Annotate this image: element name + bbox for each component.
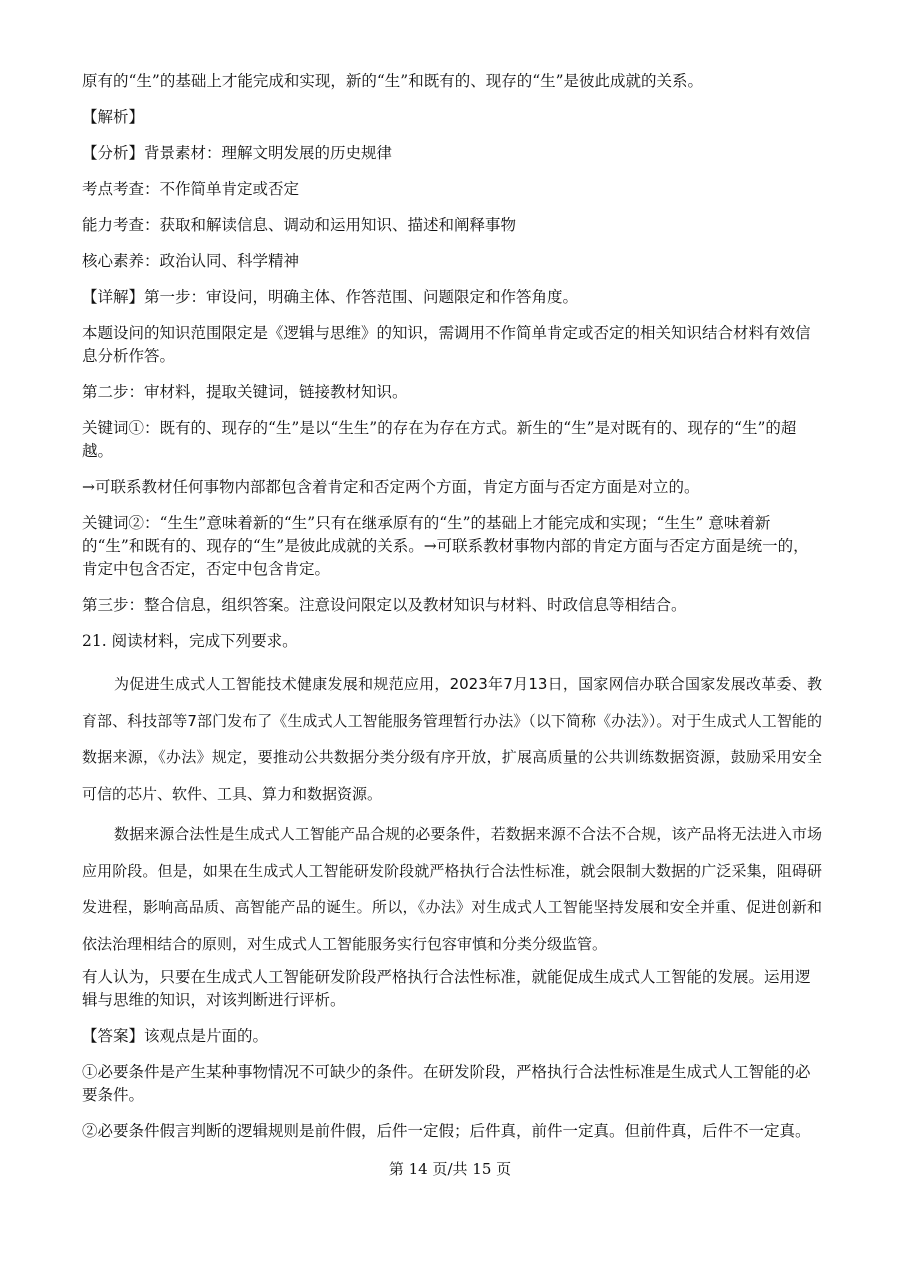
material-paragraph: 为促进生成式人工智能技术健康发展和规范应用，2023年7月13日，国家网信办联合国家发展改革委、教育部、科技部等7部门发布了《生成式人工智能服务管理暂行办法》（以下简称《办法》）。对于生成式人工智能的数据来源，《办法》规定，要推动公共数据分类分级有序开放，扩展高质量的公共训练数据资源，鼓励采用安全可信的芯片、软件、工具、算力和数据资源。: [82, 675, 822, 803]
text-paragraph: 本题设问的知识范围限定是《逻辑与思维》的知识，需调用不作简单肯定或否定的相关知识结合材料有效信息分析作答。: [82, 324, 811, 365]
material-paragraph: 数据来源合法性是生成式人工智能产品合规的必要条件，若数据来源不合法不合规，该产品将无法进入市场应用阶段。但是，如果在生成式人工智能研发阶段就严格执行合法性标准，就会限制大数据的广泛采集，阻碍研发进程，影响高品质、高智能产品的诞生。所以，《办法》对生成式人工智能坚持发展和安全并重、促进创新和依法治理相结合的原则，对生成式人工智能服务实行包容审慎和分类分级监管。: [82, 825, 822, 953]
text-line: 【详解】第一步：审设问，明确主体、作答范围、问题限定和作答角度。: [82, 288, 579, 306]
question-title: 21. 阅读材料，完成下列要求。: [82, 632, 298, 650]
text-line: 原有的“生”的基础上才能完成和实现，新的“生”和既有的、现存的“生”是彼此成就的关系。: [82, 72, 704, 90]
answer-point: ②必要条件假言判断的逻辑规则是前件假，后件一定假；后件真，前件一定真。但前件真，后件不一定真。: [82, 1122, 811, 1140]
text-line: 考点考查：不作简单肯定或否定: [82, 180, 300, 198]
analysis-heading: 【解析】: [82, 108, 145, 126]
answer-heading: 【答案】该观点是片面的。: [82, 1027, 269, 1045]
document-page: [82, 70, 822, 1156]
text-paragraph: 关键词②：“生生”意味着新的“生”只有在继承原有的“生”的基础上才能完成和实现；“生生” 意味着新的“生”和既有的、现存的“生”是彼此成就的关系。→可联系教材事物内部的肯定方面与否定方面是统一的，肯定中包含否定，否定中包含肯定。: [82, 514, 809, 578]
answer-point: ①必要条件是产生某种事物情况不可缺少的条件。在研发阶段，严格执行合法性标准是生成式人工智能的必要条件。: [82, 1063, 811, 1104]
text-line: 能力考查：获取和解读信息、调动和运用知识、描述和阐释事物: [82, 216, 517, 234]
text-line: 核心素养：政治认同、科学精神: [82, 252, 300, 270]
text-line: 【分析】背景素材：理解文明发展的历史规律: [82, 144, 393, 162]
page-footer: 第 14 页/共 15 页: [388, 1160, 512, 1178]
text-line: →可联系教材任何事物内部都包含着肯定和否定两个方面，肯定方面与否定方面是对立的。: [82, 478, 700, 496]
text-line: 第三步：整合信息，组织答案。注意设问限定以及教材知识与材料、时政信息等相结合。: [82, 596, 687, 614]
text-line: 关键词①：既有的、现存的“生”是以“生生”的存在为存在方式。新生的“生”是对既有的、现存的“生”的超越。: [82, 419, 797, 460]
text-line: 第二步：审材料，提取关键词，链接教材知识。: [82, 383, 408, 401]
question-prompt: 有人认为，只要在生成式人工智能研发阶段严格执行合法性标准，就能促成生成式人工智能的发展。运用逻辑与思维的知识，对该判断进行评析。: [82, 968, 811, 1009]
